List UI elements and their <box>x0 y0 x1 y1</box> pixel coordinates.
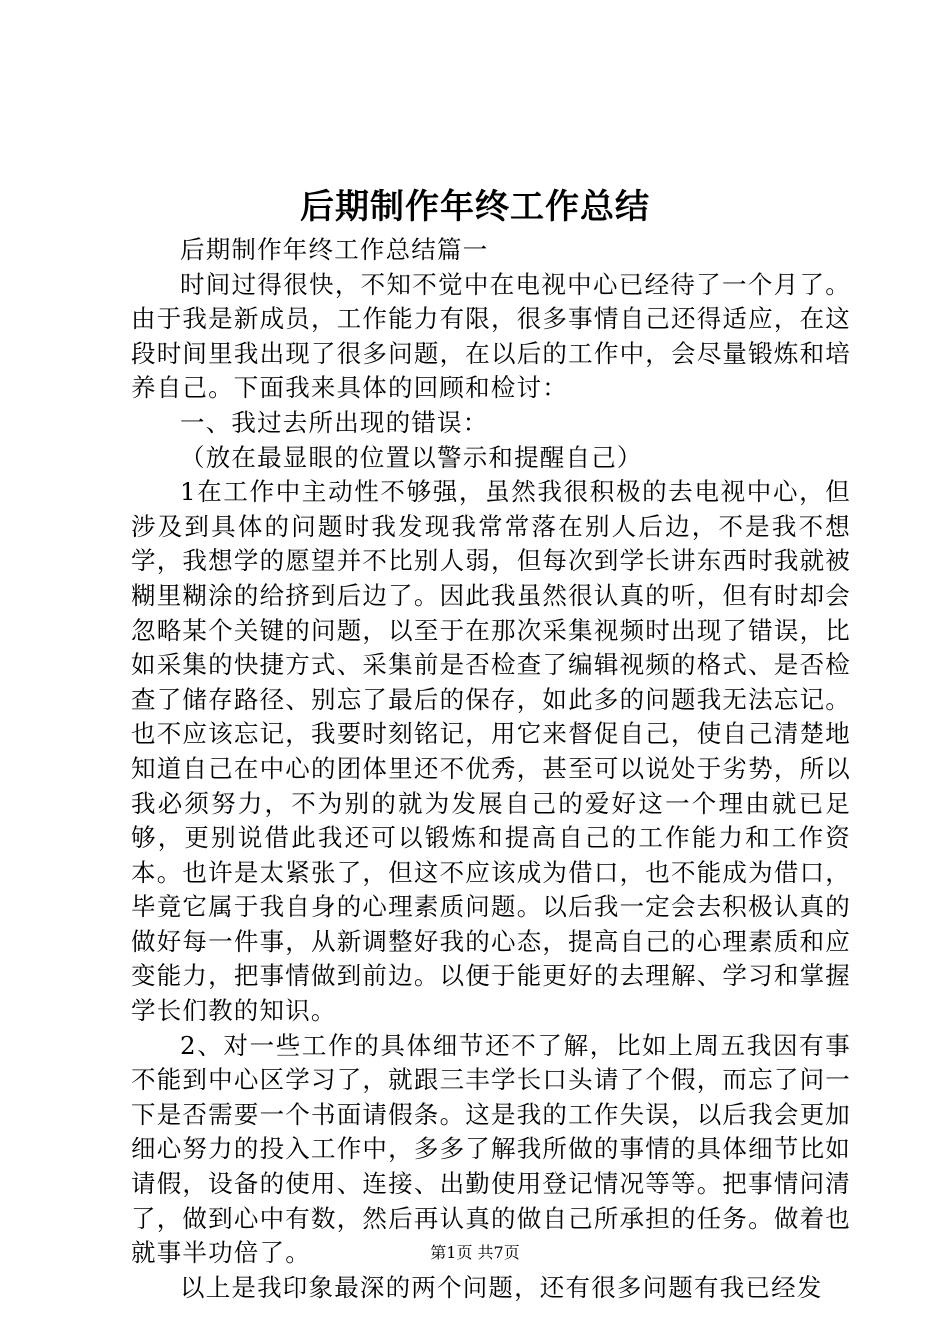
section-heading: 后期制作年终工作总结篇一 <box>180 235 489 264</box>
document-title: 后期制作年终工作总结 <box>300 187 650 227</box>
page-number-footer: 第1页 共7页 <box>430 1243 520 1262</box>
document-body <box>131 233 851 1305</box>
body-paragraph: 1在工作中主动性不够强，虽然我很积极的去电视中心，但涉及到具体的问题时我发现我常常落在别人后边，不是我不想学，我想学的愿望并不比别人弱，但每次到学长讲东西时我就被糊里糊涂的给挤到后边了。因此我虽然很认真的听，但有时却会忽略某个关键的问题，以至于在那次采集视频时出现了错误，比如采集的快捷方式、采集前是否检查了编辑视频的格式、是否检查了储存路径、别忘了最后的保存，如此多的问题我无法忘记。也不应该忘记，我要时刻铭记，用它来督促自己，使自己清楚地知道自己在中心的团体里还不优秀，甚至可以说处于劣势，所以我必须努力，不为别的就为发展自己的爱好这一个理由就已足够，更别说借此我还可以锻炼和提高自己的工作能力和工作资本。也许是太紧张了，但这不应该成为借口，也不能成为借口，毕竟它属于我自身的心理素质问题。以后我一定会去积极认真的做好每一件事，从新调整好我的心态，提高自己的心理素质和应变能力，把事情做到前边。以便于能更好的去理解、学习和掌握学长们教的知识。 <box>131 477 851 1026</box>
body-paragraph: 时间过得很快，不知不觉中在电视中心已经待了一个月了。由于我是新成员，工作能力有限，很多事情自己还得适应，在这段时间里我出现了很多问题，在以后的工作中，会尽量锻炼和培养自己。下面我来具体的回顾和检讨： <box>131 269 851 403</box>
body-paragraph: 以上是我印象最深的两个问题，还有很多问题有我已经发 <box>180 1272 823 1302</box>
list-heading: 一、我过去所出现的错误： <box>180 407 489 437</box>
note-paragraph: （放在最显眼的位置以警示和提醒自己） <box>180 442 643 472</box>
body-paragraph: 2、对一些工作的具体细节还不了解，比如上周五我因有事不能到中心区学习了，就跟三丰学长口头请了个假，而忘了问一下是否需要一个书面请假条。这是我的工作失误，以后我会更加细心努力的投入工作中，多多了解我所做的事情的具体细节比如请假，设备的使用、连接、出勤使用登记情况等等。把事情问清了，做到心中有数，然后再认真的做自己所承担的任务。做着也就事半功倍了。 <box>131 1030 851 1268</box>
